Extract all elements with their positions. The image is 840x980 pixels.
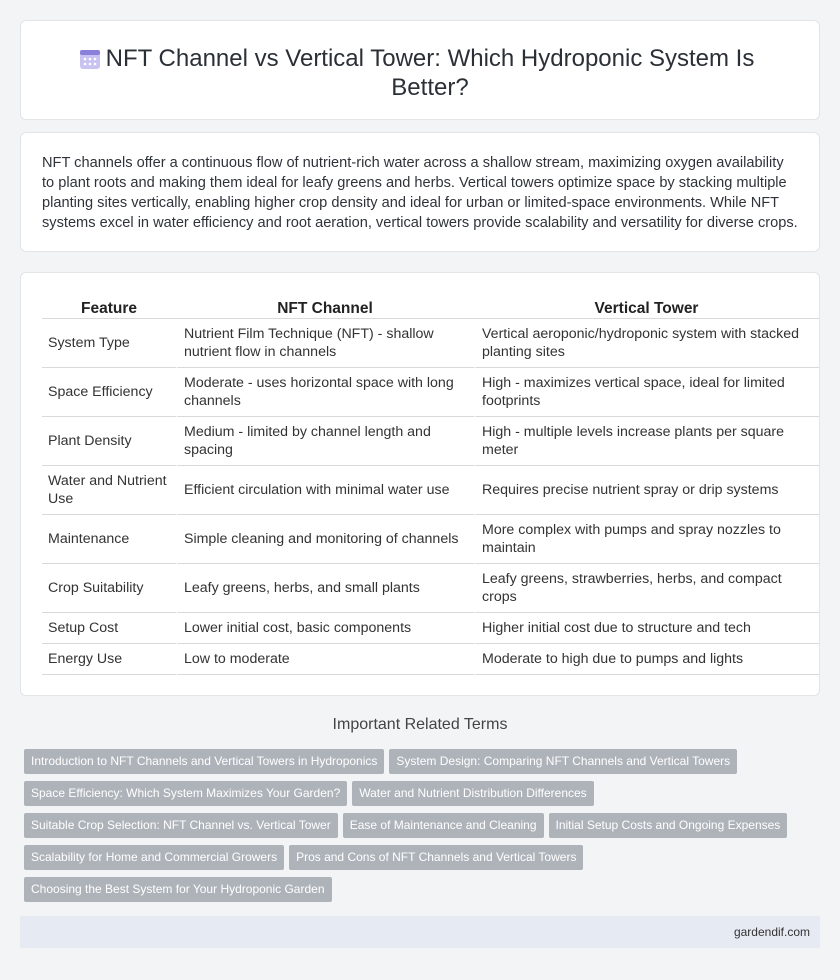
related-term-tag[interactable]: Suitable Crop Selection: NFT Channel vs. Vertical Tower bbox=[24, 813, 338, 838]
intro-card bbox=[20, 132, 820, 252]
header-nft-channel: NFT Channel bbox=[176, 295, 474, 319]
feature-cell: Crop Suitability bbox=[42, 564, 176, 613]
nft-cell: Nutrient Film Technique (NFT) - shallow nutrient flow in channels bbox=[176, 319, 474, 368]
nft-cell: Leafy greens, herbs, and small plants bbox=[176, 564, 474, 613]
related-term-tag[interactable]: Pros and Cons of NFT Channels and Vertical Towers bbox=[289, 845, 583, 870]
related-term-tag[interactable]: System Design: Comparing NFT Channels and Vertical Towers bbox=[389, 749, 737, 774]
feature-cell: Maintenance bbox=[42, 515, 176, 564]
table-row bbox=[42, 417, 819, 466]
table-row bbox=[42, 515, 819, 564]
nft-cell: Moderate - uses horizontal space with long channels bbox=[176, 368, 474, 417]
related-term-tag[interactable]: Ease of Maintenance and Cleaning bbox=[343, 813, 544, 838]
related-term-tag[interactable]: Initial Setup Costs and Ongoing Expenses bbox=[549, 813, 788, 838]
related-term-tag[interactable]: Scalability for Home and Commercial Growers bbox=[24, 845, 284, 870]
related-terms-heading: Important Related Terms bbox=[332, 716, 508, 733]
table-row bbox=[42, 564, 819, 613]
table-row bbox=[42, 644, 819, 675]
nft-cell: Efficient circulation with minimal water use bbox=[176, 466, 474, 515]
feature-cell: System Type bbox=[42, 319, 176, 368]
feature-cell: Space Efficiency bbox=[42, 368, 176, 417]
comparison-table bbox=[42, 295, 819, 675]
table-header-row bbox=[42, 295, 819, 319]
nft-cell: Low to moderate bbox=[176, 644, 474, 675]
table-row bbox=[42, 319, 819, 368]
tower-cell: More complex with pumps and spray nozzles to maintain bbox=[474, 515, 819, 564]
related-term-tag[interactable]: Space Efficiency: Which System Maximizes Your Garden? bbox=[24, 781, 347, 806]
related-term-tag[interactable]: Water and Nutrient Distribution Differences bbox=[352, 781, 593, 806]
nft-cell: Simple cleaning and monitoring of channels bbox=[176, 515, 474, 564]
related-terms-list bbox=[24, 749, 794, 909]
related-term-tag[interactable]: Choosing the Best System for Your Hydroponic Garden bbox=[24, 877, 332, 902]
title-card bbox=[20, 20, 820, 120]
tower-cell: High - maximizes vertical space, ideal for limited footprints bbox=[474, 368, 819, 417]
tower-cell: Higher initial cost due to structure and tech bbox=[474, 613, 819, 644]
table-row bbox=[42, 466, 819, 515]
feature-cell: Plant Density bbox=[42, 417, 176, 466]
comparison-card bbox=[20, 272, 820, 696]
intro-paragraph: NFT channels offer a continuous flow of nutrient-rich water across a shallow stream, maximizing oxygen availability to plant roots and making them ideal for leafy greens and herbs. Vertical towers optimize space by stacking multiple planting sites vertically, enabling higher crop density and ideal for urban or limited-space environments. While NFT systems excel in water efficiency and root aeration, vertical towers provide scalability and versatility for diverse crops. bbox=[42, 155, 798, 231]
nft-cell: Medium - limited by channel length and spacing bbox=[176, 417, 474, 466]
table-row bbox=[42, 613, 819, 644]
related-term-tag[interactable]: Introduction to NFT Channels and Vertical Towers in Hydroponics bbox=[24, 749, 384, 774]
tower-cell: Requires precise nutrient spray or drip systems bbox=[474, 466, 819, 515]
tower-cell: High - multiple levels increase plants per square meter bbox=[474, 417, 819, 466]
table-row bbox=[42, 368, 819, 417]
tower-cell: Leafy greens, strawberries, herbs, and compact crops bbox=[474, 564, 819, 613]
feature-cell: Setup Cost bbox=[42, 613, 176, 644]
footer bbox=[20, 916, 820, 948]
page-title: NFT Channel vs Vertical Tower: Which Hydroponic System Is Better? bbox=[105, 45, 755, 101]
tower-cell: Vertical aeroponic/hydroponic system with stacked planting sites bbox=[474, 319, 819, 368]
feature-cell: Water and Nutrient Use bbox=[42, 466, 176, 515]
header-feature: Feature bbox=[42, 295, 176, 319]
nft-cell: Lower initial cost, basic components bbox=[176, 613, 474, 644]
tower-cell: Moderate to high due to pumps and lights bbox=[474, 644, 819, 675]
footer-site-link[interactable]: gardendif.com bbox=[733, 925, 810, 939]
feature-cell: Energy Use bbox=[42, 644, 176, 675]
header-vertical-tower: Vertical Tower bbox=[474, 295, 819, 319]
